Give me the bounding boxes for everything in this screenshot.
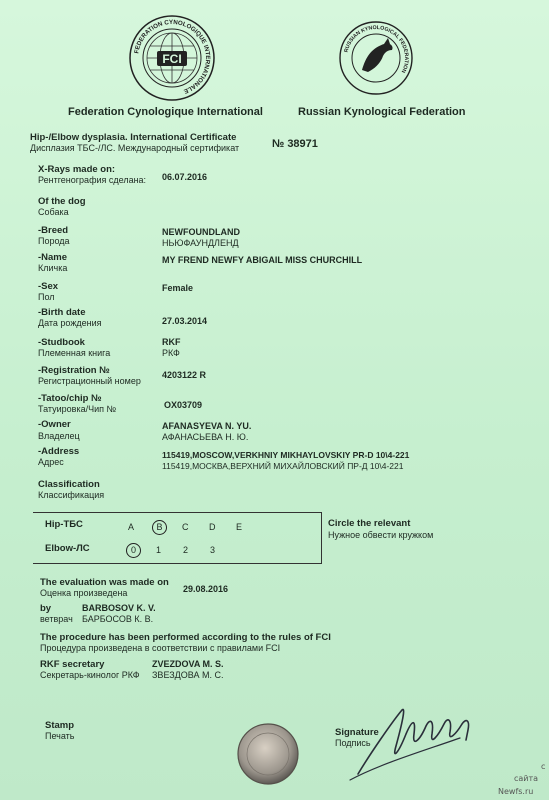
evaluation-by-en: by [40,603,52,614]
circle-instruction-ru: Нужное обвести кружком [328,530,434,540]
signature-scribble-icon [340,694,490,788]
field-label-en: -Studbook [38,337,85,348]
field-value: 115419,MOSCOW,VERKHNIY MIKHAYLOVSKIY PR-D 10\4-221 [162,450,410,460]
watermark-c: c [541,762,546,771]
rkf-ring-text: RUSSIAN KYNOLOGICAL FEDERATION [343,24,410,74]
evaluation-label-ru: Оценка произведена [40,588,128,598]
certificate-title-ru: Дисплазия ТБС-/ЛС. Международный сертификат [30,143,240,153]
stamp-seal-icon [236,722,300,786]
hip-label: Hip-ТБС [45,519,83,530]
vet-name-ru: БАРБОСОВ К. В. [82,614,154,624]
fci-logo [128,14,216,102]
fci-name: Federation Cynologique International [68,106,263,118]
field-value: AFANASYEVA N. YU. [162,421,252,431]
elbow-grade-3: 3 [210,545,216,555]
field-value-ru: НЬЮФАУНДЛЕНД [162,238,239,248]
field-label-en: -Address [38,446,80,457]
watermark-url: Newfs.ru [498,787,534,796]
stamp-label-en: Stamp [45,720,75,731]
field-label-ru: Порода [38,236,70,246]
hip-grade-b-circled: B [152,520,167,535]
field-value: Female [162,283,194,293]
field-label-ru: Владелец [38,431,80,441]
elbow-grade-2: 2 [183,545,189,555]
secretary-label-en: RKF secretary [40,659,105,670]
field-label-ru: Племенная книга [38,348,111,358]
elbow-grade-0-circled: 0 [126,543,141,558]
hip-grade-a: A [128,522,135,532]
rkf-logo [338,20,414,96]
field-label-ru: Регистрационный номер [38,376,141,386]
rkf-name: Russian Kynological Federation [298,106,466,118]
field-label-ru: Адрес [38,457,64,467]
field-value: RKF [162,337,181,347]
field-value-ru: РКФ [162,348,180,358]
evaluation-date: 29.08.2016 [183,584,229,594]
dog-section-ru: Собака [38,207,69,217]
field-label-en: -Owner [38,419,71,430]
stamp-label-ru: Печать [45,731,75,741]
classification-en: Classification [38,479,100,490]
field-label-en: -Birth date [38,307,86,318]
field-label-en: -Name [38,252,68,263]
dog-section-en: Of the dog [38,196,86,207]
classification-ru: Классификация [38,490,105,500]
field-label-en: -Registration № [38,365,110,376]
circle-instruction-en: Circle the relevant [328,518,411,529]
field-value: OX03709 [164,400,203,410]
signature-label-en: Signature [335,727,379,738]
elbow-label: Elbow-ЛС [45,543,90,554]
field-label-ru: Кличка [38,263,68,273]
field-value-ru: 115419,МОСКВА,ВЕРХНИЙ МИХАЙЛОВСКИЙ ПР-Д 10\4-221 [162,461,404,471]
watermark-site: сайта [514,774,539,783]
fci-ring-text: FEDERATION CYNOLOGIQUE INTERNATIONALE [133,18,212,95]
vet-label-ru: ветврач [40,614,73,624]
secretary-label-ru: Секретарь-кинолог РКФ [40,670,140,680]
hip-grade-c: C [182,522,189,532]
certificate-title-en: Hip-/Elbow dysplasia. International Certificate [30,132,237,143]
secretary-name: ZVEZDOVA M. S. [152,659,224,669]
certificate-number: № 38971 [272,138,318,150]
evaluation-label-en: The evaluation was made on [40,577,169,588]
vet-name: BARBOSOV K. V. [82,603,156,613]
field-value-ru: АФАНАСЬЕВА Н. Ю. [162,432,249,442]
xrays-label-ru: Рентгенография сделана: [38,175,147,185]
secretary-name-ru: ЗВЕЗДОВА М. С. [152,670,224,680]
elbow-grade-1: 1 [156,545,162,555]
field-value: 27.03.2014 [162,316,208,326]
field-value: MY FREND NEWFY ABIGAIL MISS CHURCHILL [162,255,363,265]
field-label-ru: Дата рождения [38,318,102,328]
procedure-en: The procedure has been performed according to the rules of FCI [40,632,331,643]
field-label-ru: Пол [38,292,55,302]
field-label-ru: Татуировка/Чип № [38,404,117,414]
hip-grade-d: D [209,522,216,532]
signature-label-ru: Подпись [335,738,371,748]
field-label-en: -Breed [38,225,69,236]
field-value: NEWFOUNDLAND [162,227,240,237]
procedure-ru: Процедура произведена в соответствии с правилами FCI [40,643,281,653]
fci-logo-text: FCI [162,52,182,66]
hip-grade-e: E [236,522,243,532]
field-value: 4203122 R [162,370,207,380]
field-label-en: -Sex [38,281,59,292]
field-label-en: -Tatoo/chip № [38,393,102,404]
xrays-date: 06.07.2016 [162,172,208,182]
xrays-label-en: X-Rays made on: [38,164,116,175]
